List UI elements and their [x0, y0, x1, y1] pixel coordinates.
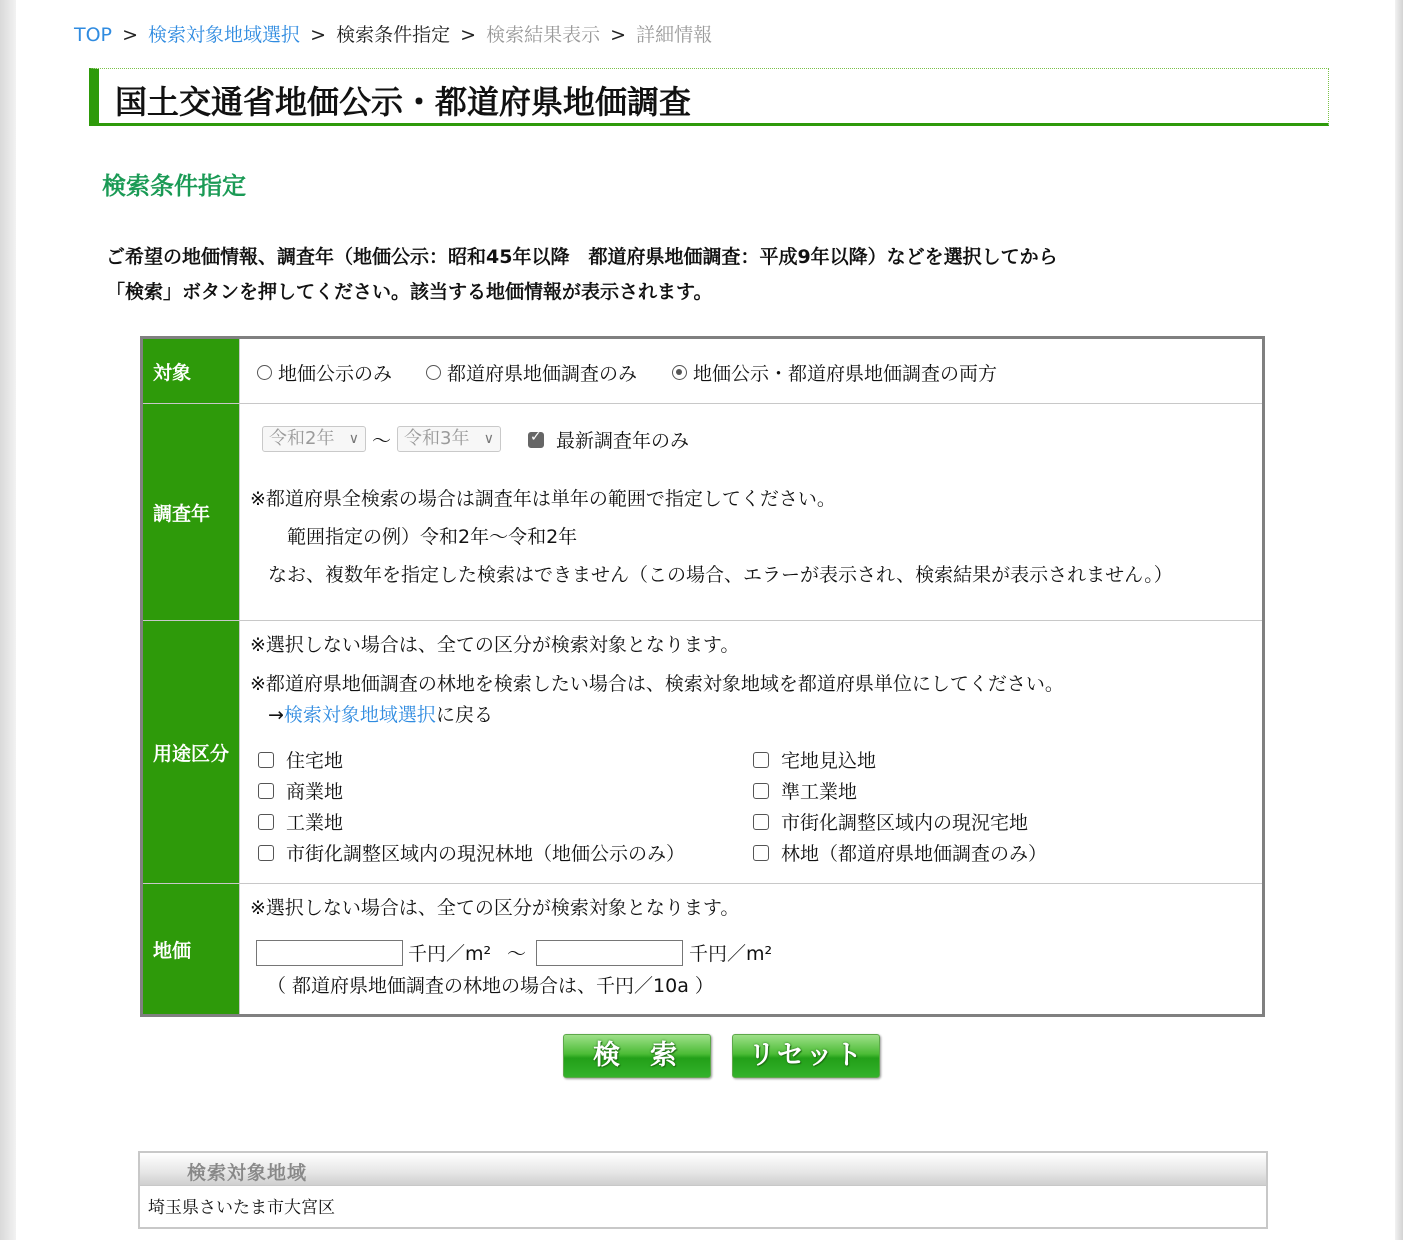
search-region-heading: 検索対象地域	[187, 1162, 308, 1184]
price-content	[240, 884, 1262, 1014]
breadcrumb-top-link[interactable]: TOP	[74, 24, 113, 46]
checkbox-icon[interactable]	[753, 845, 769, 861]
usage-content	[240, 621, 1262, 883]
year-example: 範囲指定の例）令和2年～令和2年	[287, 526, 578, 548]
price-max-unit: 千円／m²	[689, 943, 773, 965]
usage-checkbox-urbanization-forest[interactable]: 市街化調整区域内の現況林地（地価公示のみ）	[258, 839, 685, 866]
usage-checkbox-forest[interactable]: 林地（都道府県地価調査のみ）	[753, 839, 1047, 866]
page-right-shadow	[1395, 0, 1403, 1240]
latest-only-checkbox[interactable]: ✓ 最新調査年のみ	[528, 426, 689, 453]
breadcrumb-results: 検索結果表示	[486, 24, 601, 46]
usage-note: ※選択しない場合は、全ての区分が検索対象となります。	[250, 634, 740, 656]
usage-checkbox-industrial[interactable]: 工業地	[258, 808, 343, 835]
radio-selected-icon[interactable]	[672, 365, 687, 380]
breadcrumb-separator: >	[610, 24, 627, 46]
chevron-down-icon: ∨	[483, 431, 494, 447]
target-option-prefecture[interactable]: 都道府県地価調査のみ	[426, 359, 637, 386]
target-label: 対象	[143, 339, 240, 403]
target-content	[240, 339, 1262, 403]
intro-line: ご希望の地価情報、調査年（地価公示：昭和45年以降 都道府県地価調査：平成9年以降）などを選択してから	[106, 246, 1058, 268]
search-button[interactable]: 検索	[563, 1034, 711, 1078]
intro-text	[106, 240, 1058, 310]
price-max-input[interactable]	[536, 940, 683, 966]
chevron-down-icon: ∨	[348, 431, 359, 447]
year-label: 調査年	[143, 404, 240, 620]
year-from-select[interactable]: 令和2年 ∨	[262, 426, 366, 452]
breadcrumb-details: 詳細情報	[636, 24, 713, 46]
year-note: ※都道府県全検索の場合は調査年は単年の範囲で指定してください。	[250, 488, 836, 510]
checkbox-checked-icon[interactable]	[528, 432, 544, 448]
area-select-link[interactable]: 検索対象地域選択	[283, 704, 436, 726]
price-label: 地価	[143, 884, 240, 1014]
search-form-table	[140, 336, 1265, 1017]
price-min-input[interactable]	[256, 940, 403, 966]
price-min-unit: 千円／m²	[408, 943, 492, 965]
page	[16, 0, 1395, 1240]
price-row	[143, 884, 1262, 1014]
usage-checkbox-semi-industrial[interactable]: 準工業地	[753, 777, 857, 804]
back-to-area-select: →検索対象地域選択に戻る	[268, 704, 493, 726]
intro-line: 「検索」ボタンを押してください。該当する地価情報が表示されます。	[106, 281, 713, 303]
search-region-value: 埼玉県さいたま市大宮区	[148, 1198, 335, 1218]
usage-checkbox-residential[interactable]: 住宅地	[258, 746, 343, 773]
usage-forest-note: ※都道府県地価調査の林地を検索したい場合は、検索対象地域を都道府県単位にしてください。	[250, 673, 1064, 695]
usage-checkbox-prospective-residential[interactable]: 宅地見込地	[753, 746, 876, 773]
year-note-multiple: なお、複数年を指定した検索はできません（この場合、エラーが表示され、検索結果が表示されません。）	[268, 564, 1173, 586]
section-title: 検索条件指定	[102, 172, 246, 200]
checkbox-icon[interactable]	[258, 845, 274, 861]
price-forest-note: （ 都道府県地価調査の林地の場合は、千円／10a ）	[267, 975, 714, 997]
usage-row	[143, 621, 1262, 884]
page-title: 国土交通省地価公示・都道府県地価調査	[115, 83, 692, 121]
breadcrumb-current: 検索条件指定	[336, 24, 451, 46]
year-range-tilde: ～	[372, 430, 392, 452]
breadcrumb	[74, 20, 712, 47]
radio-icon[interactable]	[257, 365, 272, 380]
search-region-box	[138, 1151, 1268, 1229]
checkbox-icon[interactable]	[258, 752, 274, 768]
reset-button[interactable]: リセット	[732, 1034, 880, 1078]
checkbox-icon[interactable]	[753, 783, 769, 799]
breadcrumb-area-select-link[interactable]: 検索対象地域選択	[148, 24, 301, 46]
usage-checkbox-commercial[interactable]: 商業地	[258, 777, 343, 804]
usage-label: 用途区分	[143, 621, 240, 883]
page-title-box	[89, 68, 1329, 126]
page-left-shadow	[0, 0, 16, 1240]
breadcrumb-separator: >	[310, 24, 327, 46]
year-row	[143, 404, 1262, 621]
price-range-tilde: ～	[507, 943, 527, 965]
year-content	[240, 404, 1262, 620]
checkbox-icon[interactable]	[753, 752, 769, 768]
year-to-select[interactable]: 令和3年 ∨	[397, 426, 501, 452]
checkbox-icon[interactable]	[258, 783, 274, 799]
checkbox-icon[interactable]	[258, 814, 274, 830]
breadcrumb-separator: >	[460, 24, 477, 46]
usage-checkbox-urbanization-residential[interactable]: 市街化調整区域内の現況宅地	[753, 808, 1028, 835]
checkbox-icon[interactable]	[753, 814, 769, 830]
breadcrumb-separator: >	[122, 24, 138, 46]
target-option-both[interactable]: 地価公示・都道府県地価調査の両方	[672, 359, 997, 386]
target-option-public[interactable]: 地価公示のみ	[257, 359, 392, 386]
target-row	[143, 339, 1262, 404]
search-region-header	[140, 1153, 1266, 1186]
price-note: ※選択しない場合は、全ての区分が検索対象となります。	[250, 897, 740, 919]
radio-icon[interactable]	[426, 365, 441, 380]
